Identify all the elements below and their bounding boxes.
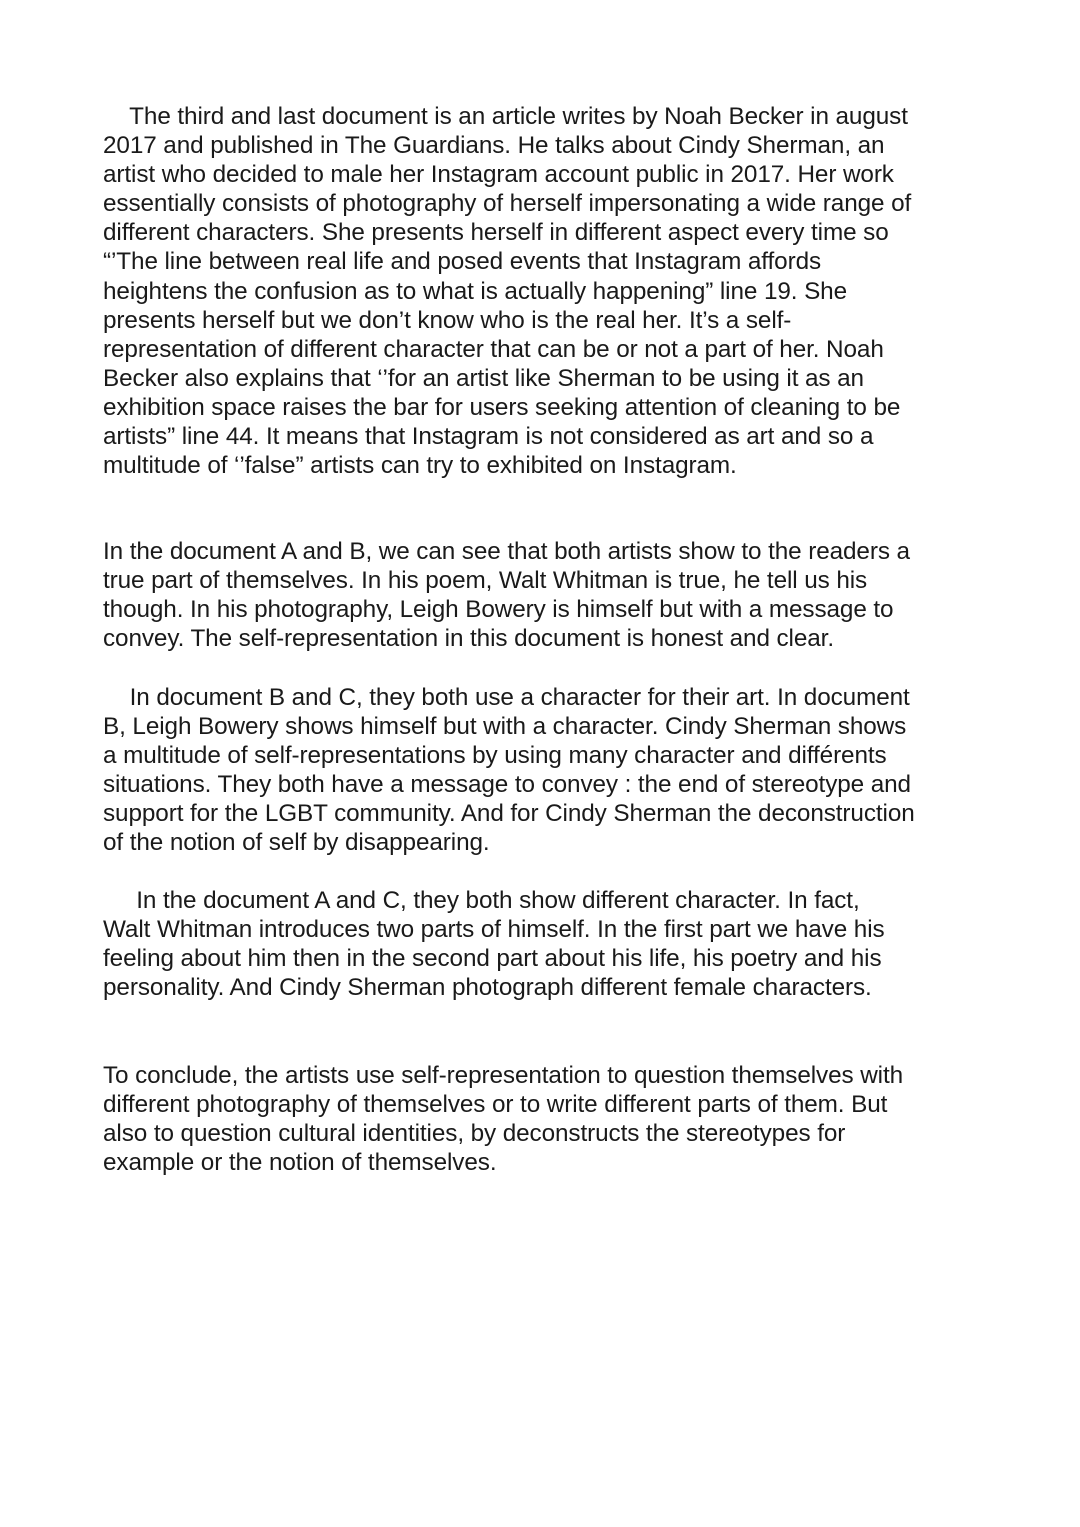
text-line: artist who decided to male her Instagram account public in 2017. Her work <box>103 161 894 189</box>
paragraph-document-c-article <box>103 102 983 480</box>
text-line: exhibition space raises the bar for users seeking attention of cleaning to be <box>103 393 901 421</box>
paragraph-documents-a-c <box>103 886 983 1002</box>
text-line: The third and last document is an article writes by Noah Becker in august <box>103 103 908 130</box>
text-line: In document B and C, they both use a character for their art. In document <box>103 684 910 711</box>
text-line: convey. The self-representation in this document is honest and clear. <box>103 625 834 653</box>
text-line: support for the LGBT community. And for Cindy Sherman the deconstruction <box>103 800 915 828</box>
text-line: though. In his photography, Leigh Bowery is himself but with a message to <box>103 596 894 624</box>
paragraph-conclusion <box>103 1061 983 1177</box>
text-line: true part of themselves. In his poem, Walt Whitman is true, he tell us his <box>103 567 868 595</box>
text-line: “’The line between real life and posed events that Instagram affords <box>103 248 822 276</box>
text-line: presents herself but we don’t know who is the real her. It’s a self- <box>103 306 792 334</box>
text-line: In the document A and B, we can see that both artists show to the readers a <box>103 538 910 565</box>
text-line: a multitude of self-representations by using many character and différents <box>103 742 887 770</box>
text-line: 2017 and published in The Guardians. He talks about Cindy Sherman, an <box>103 132 885 160</box>
text-line: also to question cultural identities, by deconstructs the stereotypes for <box>103 1120 846 1148</box>
text-line: artists” line 44. It means that Instagram is not considered as art and so a <box>103 423 874 451</box>
text-line: personality. And Cindy Sherman photograph different female characters. <box>103 974 872 1002</box>
text-line: of the notion of self by disappearing. <box>103 829 490 857</box>
text-line: In the document A and C, they both show different character. In fact, <box>103 887 860 914</box>
text-line: B, Leigh Bowery shows himself but with a character. Cindy Sherman shows <box>103 713 907 741</box>
text-line: Walt Whitman introduces two parts of himself. In the first part we have his <box>103 916 885 944</box>
paragraph-documents-a-b <box>103 537 983 653</box>
text-line: Becker also explains that ‘’for an artist like Sherman to be using it as an <box>103 364 864 392</box>
text-line: heightens the confusion as to what is actually happening” line 19. She <box>103 277 848 305</box>
text-line: multitude of ‘’false” artists can try to exhibited on Instagram. <box>103 452 737 480</box>
text-line: different photography of themselves or to write different parts of them. But <box>103 1091 888 1119</box>
text-line: To conclude, the artists use self-representation to question themselves with <box>103 1062 904 1089</box>
text-line: different characters. She presents herself in different aspect every time so <box>103 219 889 247</box>
text-line: representation of different character that can be or not a part of her. Noah <box>103 335 884 363</box>
paragraph-documents-b-c <box>103 683 983 858</box>
text-line: feeling about him then in the second part about his life, his poetry and his <box>103 945 882 973</box>
text-line: essentially consists of photography of herself impersonating a wide range of <box>103 190 912 218</box>
text-line: example or the notion of themselves. <box>103 1149 497 1177</box>
text-line: situations. They both have a message to convey : the end of stereotype and <box>103 771 911 799</box>
